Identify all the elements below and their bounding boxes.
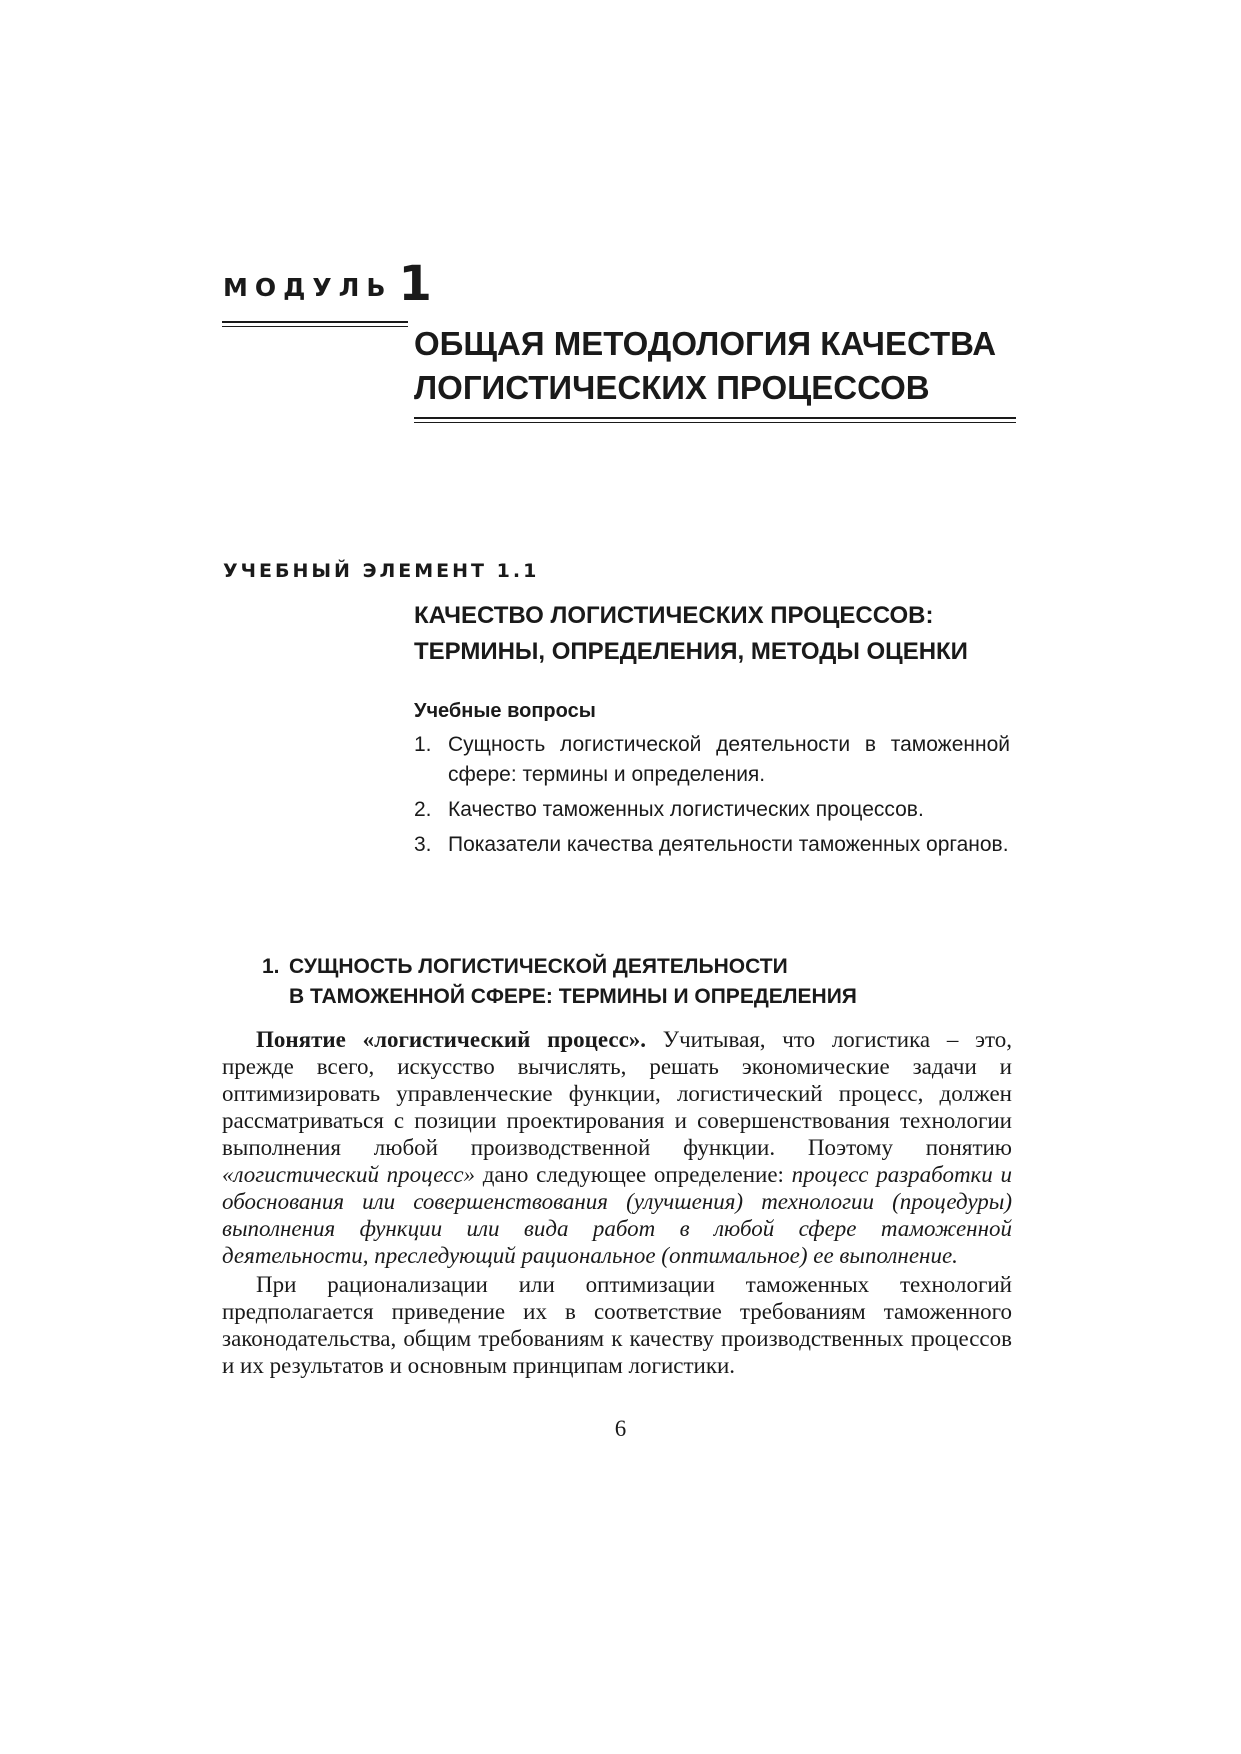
definition-italic: процесс разработки и обоснования или совершенствования (улучшения) технологии (процедуры) выполнения функции или вида работ в любой сфере таможенной деятельности, преследующий рациональное (оптимальное) ее выполнение. — [222, 1162, 1012, 1268]
paragraph — [222, 1026, 1012, 1269]
module-rule-right — [414, 417, 1016, 423]
paragraph-text: дано следующее определение: — [475, 1162, 792, 1187]
module-rule-left — [222, 321, 408, 327]
paragraph-text: Учитывая, что логистика – это, прежде всего, искусство вычислять, решать экономические задачи и оптимизировать управленческие функции, логистический процесс, должен рассматриваться с позиции проектирования и совершенствования технологии выполнения любой производственной функции. Поэтому понятию — [222, 1027, 1012, 1160]
module-label-text: МОДУЛЬ — [223, 273, 393, 302]
body-text — [222, 1026, 1012, 1379]
question-number: 1. — [414, 733, 432, 756]
questions-list — [414, 730, 1010, 865]
question-text: Показатели качества деятельности таможенных органов. — [448, 833, 1009, 856]
section-title-line: СУЩНОСТЬ ЛОГИСТИЧЕСКОЙ ДЕЯТЕЛЬНОСТИ — [289, 955, 788, 978]
question-text: Сущность логистической деятельности в таможенной сфере: термины и определения. — [448, 733, 1010, 786]
question-text: Качество таможенных логистических процессов. — [448, 798, 924, 821]
page-number: 6 — [614, 1416, 627, 1441]
element-title — [414, 598, 968, 670]
questions-heading: Учебные вопросы — [414, 700, 596, 722]
question-item — [414, 730, 1010, 790]
element-label: УЧЕБНЫЙ ЭЛЕМЕНТ 1.1 — [223, 560, 540, 582]
paragraph: При рационализации или оптимизации таможенных технологий предполагается приведение их в соответствие требованиям таможенного законодательства, общим требованиям к качеству производственных процессов и их результатов и основным принципам логистики. — [222, 1272, 1012, 1378]
module-title — [414, 322, 996, 410]
section-title-line: В ТАМОЖЕННОЙ СФЕРЕ: ТЕРМИНЫ И ОПРЕДЕЛЕНИЯ — [289, 985, 857, 1008]
question-item — [414, 795, 1010, 825]
section-heading — [262, 952, 857, 1012]
element-title-line: ТЕРМИНЫ, ОПРЕДЕЛЕНИЯ, МЕТОДЫ ОЦЕНКИ — [414, 638, 968, 665]
term-italic: «логистический процесс» — [222, 1162, 476, 1187]
question-number: 2. — [414, 798, 432, 821]
module-title-line: ОБЩАЯ МЕТОДОЛОГИЯ КАЧЕСТВА — [414, 325, 997, 362]
element-title-line: КАЧЕСТВО ЛОГИСТИЧЕСКИХ ПРОЦЕССОВ: — [414, 602, 934, 629]
module-number: 1 — [398, 256, 432, 312]
question-number: 3. — [414, 833, 432, 856]
section-number: 1. — [262, 955, 280, 978]
question-item — [414, 830, 1010, 860]
term-bold: Понятие «логистический процесс». — [256, 1027, 647, 1052]
module-title-line: ЛОГИСТИЧЕСКИХ ПРОЦЕССОВ — [414, 369, 930, 406]
module-label — [223, 252, 432, 312]
